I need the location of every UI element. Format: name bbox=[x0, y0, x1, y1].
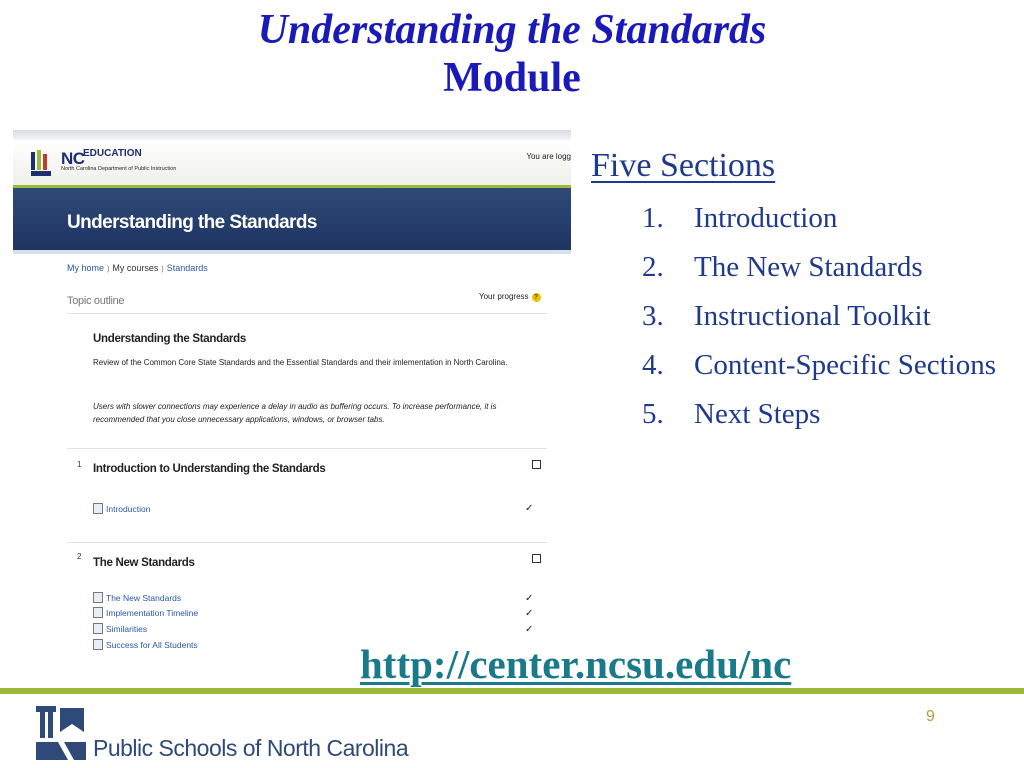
your-progress-label: Your progress bbox=[479, 292, 529, 301]
breadcrumb-my-courses: My courses bbox=[112, 263, 159, 273]
course-note: Users with slower connections may experience a delay in audio as buffering occurs. To increase performance, it is recommended that you close unnecessary applications, windows, or browser tabs. bbox=[93, 402, 497, 424]
divider bbox=[67, 542, 547, 543]
activity-link-the-new-standards[interactable]: The New Standards bbox=[93, 593, 181, 604]
completion-check[interactable]: ✓ bbox=[525, 608, 534, 619]
section-number: 2 bbox=[77, 552, 82, 561]
activity-link-implementation-timeline[interactable]: Implementation Timeline bbox=[93, 608, 198, 619]
nc-logo-icon bbox=[29, 148, 55, 178]
breadcrumb-my-home[interactable]: My home bbox=[67, 263, 105, 273]
course-url-link[interactable]: http://center.ncsu.edu/nc bbox=[360, 641, 792, 687]
resource-icon bbox=[93, 503, 103, 514]
brand-education: EDUCATION bbox=[83, 148, 142, 159]
breadcrumb-standards[interactable]: Standards bbox=[166, 263, 208, 273]
list-item: 5. Next Steps bbox=[642, 398, 821, 430]
list-item: 1. Introduction bbox=[642, 202, 838, 234]
section-title: Introduction to Understanding the Standards bbox=[93, 463, 326, 475]
course-description: Review of the Common Core State Standards and the Essential Standards and their imlementation in North Carolina. bbox=[93, 358, 508, 367]
divider bbox=[67, 313, 547, 314]
help-icon[interactable]: ? bbox=[532, 293, 541, 302]
banner-divider bbox=[13, 250, 571, 254]
list-item: 2. The New Standards bbox=[642, 251, 923, 283]
resource-icon bbox=[93, 639, 103, 650]
divider bbox=[67, 448, 547, 449]
course-banner bbox=[13, 188, 571, 250]
topic-outline-heading: Topic outline bbox=[67, 295, 125, 307]
slide-title-line1: Understanding the Standards bbox=[257, 7, 767, 53]
sections-heading: Five Sections bbox=[591, 147, 776, 184]
resource-icon bbox=[93, 592, 103, 603]
slide-title bbox=[0, 6, 1024, 102]
banner-title: Understanding the Standards bbox=[67, 212, 317, 233]
brand-department: North Carolina Department of Public Instruction bbox=[61, 166, 177, 172]
section-number: 1 bbox=[77, 460, 82, 469]
site-header bbox=[13, 140, 571, 185]
course-title: Understanding the Standards bbox=[93, 333, 246, 345]
breadcrumb: My home ) My courses ) Standards bbox=[67, 263, 208, 273]
page-number: 9 bbox=[926, 708, 935, 725]
section-checkbox[interactable] bbox=[532, 460, 541, 469]
activity-link-success-for-all-students[interactable]: Success for All Students bbox=[93, 640, 198, 650]
sections-list bbox=[640, 198, 1024, 443]
brand-nc: NC bbox=[61, 149, 85, 168]
resource-icon bbox=[93, 623, 103, 634]
completion-check[interactable]: ✓ bbox=[525, 503, 534, 514]
slide-title-line2: Module bbox=[443, 55, 581, 101]
list-item: 4. Content-Specific Sections bbox=[642, 349, 997, 381]
footer-text: Public Schools of North Carolina bbox=[93, 735, 409, 761]
section-checkbox[interactable] bbox=[532, 554, 541, 563]
resource-icon bbox=[93, 607, 103, 618]
section-title: The New Standards bbox=[93, 557, 195, 569]
completion-check[interactable]: ✓ bbox=[525, 593, 534, 604]
public-schools-logo-icon bbox=[34, 702, 88, 762]
completion-check[interactable]: ✓ bbox=[525, 624, 534, 635]
list-item: 3. Instructional Toolkit bbox=[642, 300, 931, 332]
activity-link-similarities[interactable]: Similarities bbox=[93, 624, 147, 635]
login-status: You are logg bbox=[526, 152, 571, 161]
footer-divider bbox=[0, 688, 1024, 694]
course-screenshot bbox=[13, 130, 571, 650]
your-progress bbox=[479, 292, 541, 302]
activity-link-introduction[interactable]: Introduction bbox=[93, 504, 150, 515]
